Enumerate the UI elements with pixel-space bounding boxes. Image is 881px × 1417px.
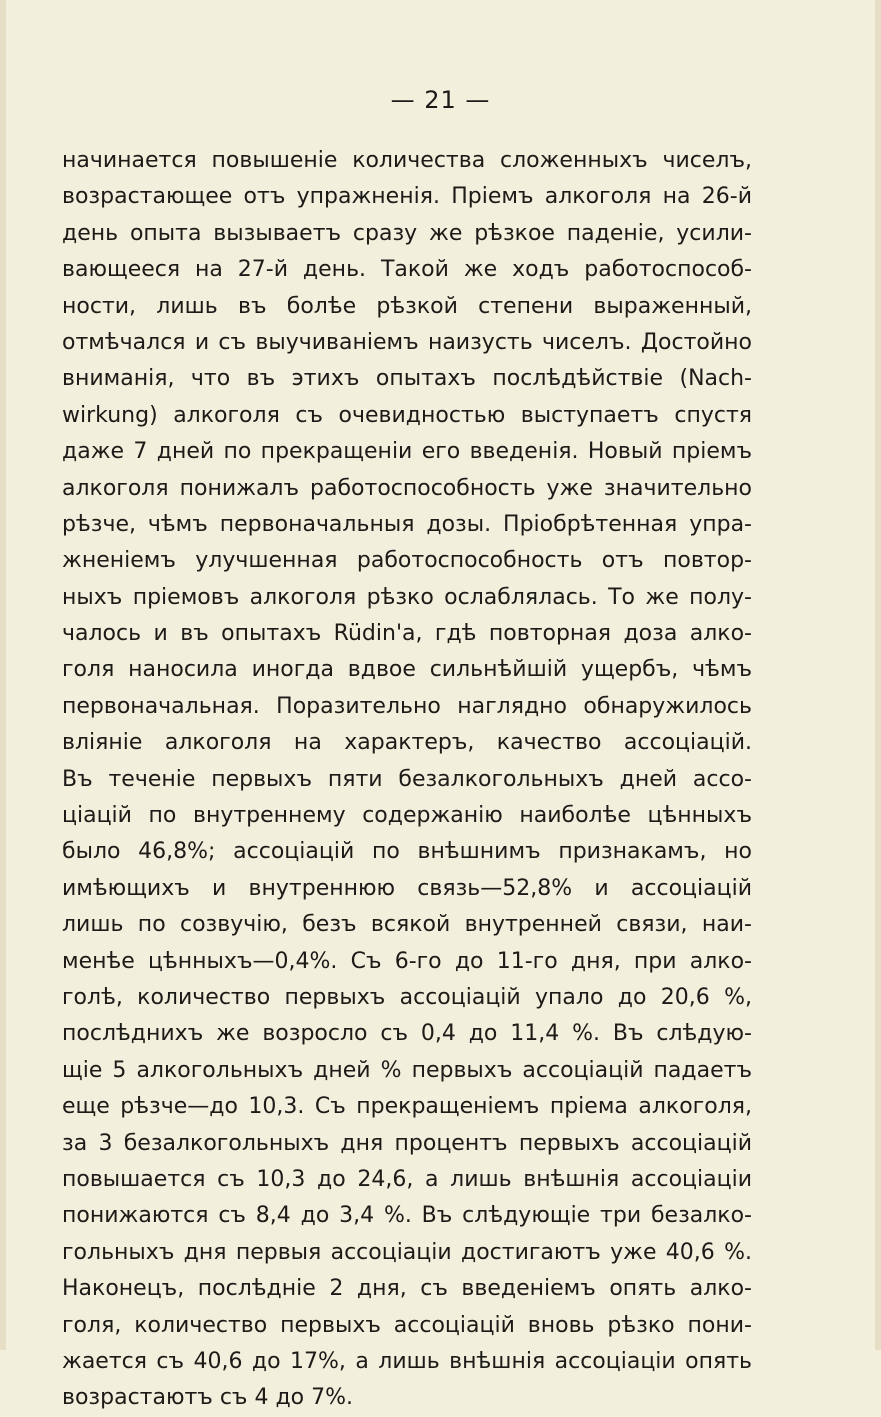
text-line: голѣ, количество первыхъ ассоціацій упало до 20,6 %, <box>62 984 752 1010</box>
text-line: голя, количество первыхъ ассоціацій вновь рѣзко пони- <box>62 1312 752 1338</box>
text-line: ціацій по внутреннему содержанію наиболѣе цѣнныхъ <box>62 803 752 829</box>
text-line: гольныхъ дня первыя ассоціаціи достигаютъ уже 40,6 %. <box>62 1239 752 1265</box>
text-line: жается съ 40,6 до 17%, а лишь внѣшнія ассоціаціи опять <box>62 1348 752 1374</box>
text-line: менѣе цѣнныхъ—0,4%. Съ 6-го до 11-го дня, при алко- <box>62 948 752 974</box>
text-line: щіе 5 алкогольныхъ дней % первыхъ ассоціацій падаетъ <box>62 1057 752 1083</box>
text-line: возрастающее отъ упражненія. Пріемъ алкоголя на 26-й <box>62 184 752 210</box>
text-line: понижаются съ 8,4 до 3,4 %. Въ слѣдующіе три безалко- <box>62 1203 752 1229</box>
text-line: было 46,8%; ассоціацій по внѣшнимъ признакамъ, но <box>62 839 752 865</box>
text-line: чалось и въ опытахъ Rüdin'a, гдѣ повторная доза алко- <box>62 621 752 647</box>
text-line: вающееся на 27-й день. Такой же ходъ работоспособ- <box>62 257 752 283</box>
text-line: лишь по созвучію, безъ всякой внутренней связи, наи- <box>62 912 752 938</box>
text-line: даже 7 дней по прекращеніи его введенія. Новый пріемъ <box>62 439 752 465</box>
text-line: голя наносила иногда вдвое сильнѣйшій ущербъ, чѣмъ <box>62 657 752 683</box>
page-number: — 21 — <box>390 86 491 114</box>
text-line: начинается повышеніе количества сложенныхъ чиселъ, <box>62 148 752 173</box>
body-text <box>62 143 752 1417</box>
left-page-edge <box>0 0 6 1350</box>
text-line: Наконецъ, послѣдніе 2 дня, съ введеніемъ опять алко- <box>62 1276 752 1302</box>
text-line: отмѣчался и съ выучиваніемъ наизусть чиселъ. Достойно <box>62 329 752 355</box>
text-line: ности, лишь въ болѣе рѣзкой степени выраженный, <box>62 293 752 319</box>
text-line: имѣющихъ и внутреннюю связь—52,8% и ассоціацій <box>62 875 752 901</box>
text-line: первоначальная. Поразительно наглядно обнаружилось <box>62 693 752 719</box>
text-line: возрастаютъ съ 4 до 7%. <box>62 1385 354 1411</box>
text-line: послѣднихъ же возросло съ 0,4 до 11,4 %. Въ слѣдую- <box>62 1021 752 1047</box>
text-line: повышается съ 10,3 до 24,6, а лишь внѣшнія ассоціаціи <box>62 1166 752 1192</box>
text-line: за 3 безалкогольныхъ дня процентъ первыхъ ассоціацій <box>62 1130 752 1156</box>
text-line: рѣзче, чѣмъ первоначальныя дозы. Пріобрѣтенная упра- <box>62 511 752 537</box>
text-line: ныхъ пріемовъ алкоголя рѣзко ослаблялась. То же полу- <box>62 584 752 610</box>
text-line: вниманія, что въ этихъ опытахъ послѣдѣйствіе (Nach- <box>62 366 752 392</box>
text-line: еще рѣзче—до 10,3. Съ прекращеніемъ пріема алкоголя, <box>62 1094 752 1120</box>
text-line: день опыта вызываетъ сразу же рѣзкое паденіе, усили- <box>62 220 752 246</box>
text-line: wirkung) алкоголя съ очевидностью выступаетъ спустя <box>62 402 752 428</box>
text-line: Въ теченіе первыхъ пяти безалкогольныхъ дней ассо- <box>62 766 752 792</box>
text-line: алкоголя понижалъ работоспособность уже значительно <box>62 475 752 501</box>
text-line: жненіемъ улучшенная работоспособность отъ повтор- <box>62 548 752 574</box>
text-line: вліяніе алкоголя на характеръ, качество ассоціацій. <box>62 730 752 756</box>
right-page-edge <box>875 0 881 1350</box>
